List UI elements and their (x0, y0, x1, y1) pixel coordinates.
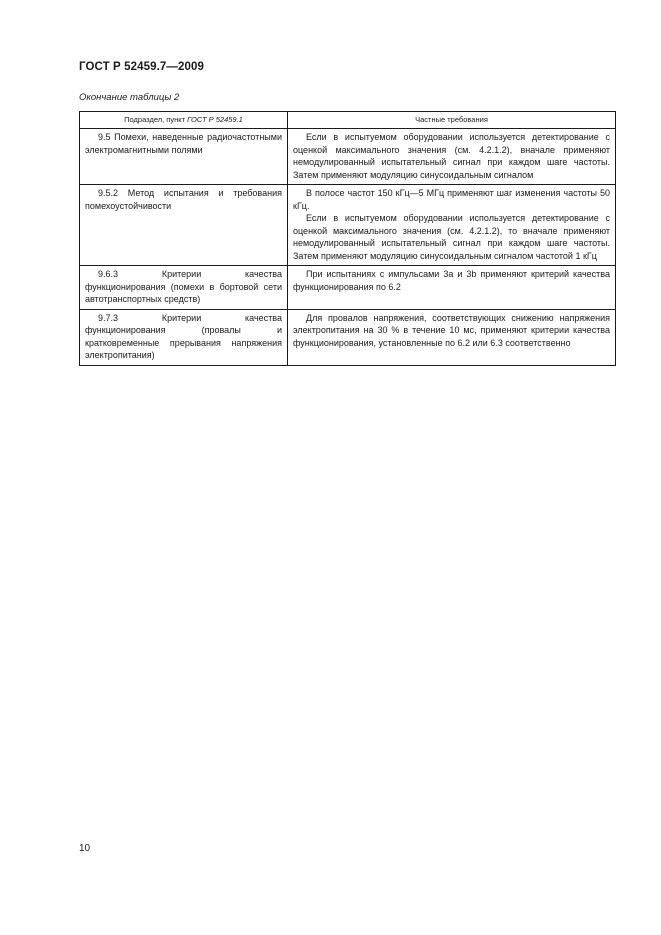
document-header: ГОСТ Р 52459.7—2009 (79, 61, 204, 73)
subsection-text: 9.6.3 Критерии качества функционирования (помехи в бортовой сети автотранспортных средств) (85, 269, 282, 304)
subsection-cell (80, 266, 288, 310)
table-caption: Окончание таблицы 2 (79, 92, 180, 103)
table-row (80, 185, 616, 266)
requirements-table (79, 111, 616, 366)
column-header-subsection-prefix: Подраздел, пункт (124, 114, 188, 124)
subsection-cell (80, 185, 288, 266)
subsection-text: 9.7.3 Критерии качества функционирования (провалы и кратковременные прерывания напряжения электропитания) (85, 312, 282, 360)
requirements-cell (288, 185, 616, 266)
table-row (80, 266, 616, 310)
requirement-text: Для провалов напряжения, соответствующих снижению напряжения электропитания на 30 % в течение 10 мс, применяют критерии качества функционирования, установленные по 6.2 или 6.3 соответственно (293, 312, 610, 348)
column-header-requirements: Частные требования (288, 112, 616, 129)
page-number: 10 (79, 843, 91, 854)
table-header-row (80, 112, 616, 129)
requirements-cell (288, 266, 616, 310)
requirement-text: Если в испытуемом оборудовании используется детектирование с оценкой максимального значения (см. 4.2.1.2), то вначале применяют немодулированный испытательный сигнал при каждом шаге частоты. Затем применяют модуляцию синусоидальным сигналом частотой 1 кГц (293, 213, 610, 261)
requirements-cell (288, 309, 616, 365)
table-row (80, 129, 616, 185)
subsection-text: 9.5 Помехи, наведенные радиочастотными электромагнитными полями (85, 132, 282, 155)
column-header-subsection (80, 112, 288, 129)
requirement-text: Если в испытуемом оборудовании используется детектирование с оценкой максимального значения (см. 4.2.1.2), вначале применяют немодулированный испытательный сигнал при каждом шаге частоты. Затем применяют модуляцию синусоидальным сигналом (293, 132, 610, 180)
subsection-cell (80, 309, 288, 365)
subsection-text: 9.5.2 Метод испытания и требования помехоустойчивости (85, 188, 282, 211)
table-row (80, 309, 616, 365)
requirement-text: При испытаниях с импульсами 3а и 3b применяют критерий качества функционирования по 6.2 (293, 269, 610, 292)
requirement-text: В полосе частот 150 кГц—5 МГц применяют шаг изменения частоты 50 кГц. (293, 188, 610, 211)
column-header-subsection-ref: ГОСТ Р 52459.1 (187, 114, 243, 124)
requirements-cell (288, 129, 616, 185)
subsection-cell (80, 129, 288, 185)
